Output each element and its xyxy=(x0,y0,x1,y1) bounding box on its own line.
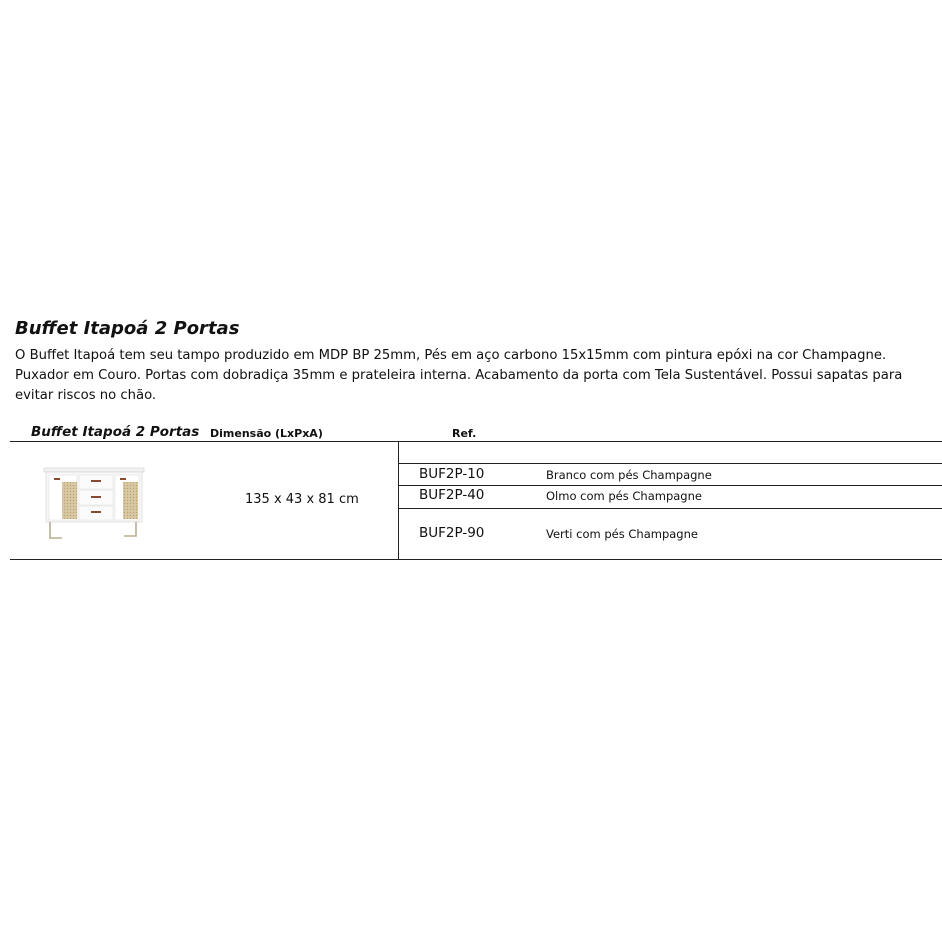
color-description-1: Branco com pés Champagne xyxy=(546,468,712,482)
table-bottom-rule xyxy=(10,559,942,560)
ref-code-3: BUF2P-90 xyxy=(419,525,485,541)
table-header-ref: Ref. xyxy=(452,427,477,440)
buffet-product-photo xyxy=(42,466,150,544)
table-top-rule xyxy=(10,441,942,442)
color-description-3: Verti com pés Champagne xyxy=(546,527,698,541)
ref-row-1-rule xyxy=(398,485,942,486)
table-header-product: Buffet Itapoá 2 Portas xyxy=(31,424,200,440)
product-title: Buffet Itapoá 2 Portas xyxy=(15,318,240,339)
ref-empty-row-rule xyxy=(398,463,942,464)
ref-code-2: BUF2P-40 xyxy=(419,487,485,503)
table-header-dimension: Dimensão (LxPxA) xyxy=(210,427,323,440)
color-description-2: Olmo com pés Champagne xyxy=(546,489,702,503)
ref-row-2-rule xyxy=(398,508,942,509)
ref-code-1: BUF2P-10 xyxy=(419,466,485,482)
table-column-divider xyxy=(398,441,399,560)
product-description: O Buffet Itapoá tem seu tampo produzido em MDP BP 25mm, Pés em aço carbono 15x15mm com pintura epóxi na cor Champagne. Puxador em Couro. Portas com dobradiça 35mm e prateleira interna. Acabamento da porta com Tela Sustentável. Possui sapatas para evitar riscos no chão. xyxy=(15,348,903,403)
dimension-value: 135 x 43 x 81 cm xyxy=(245,492,359,507)
